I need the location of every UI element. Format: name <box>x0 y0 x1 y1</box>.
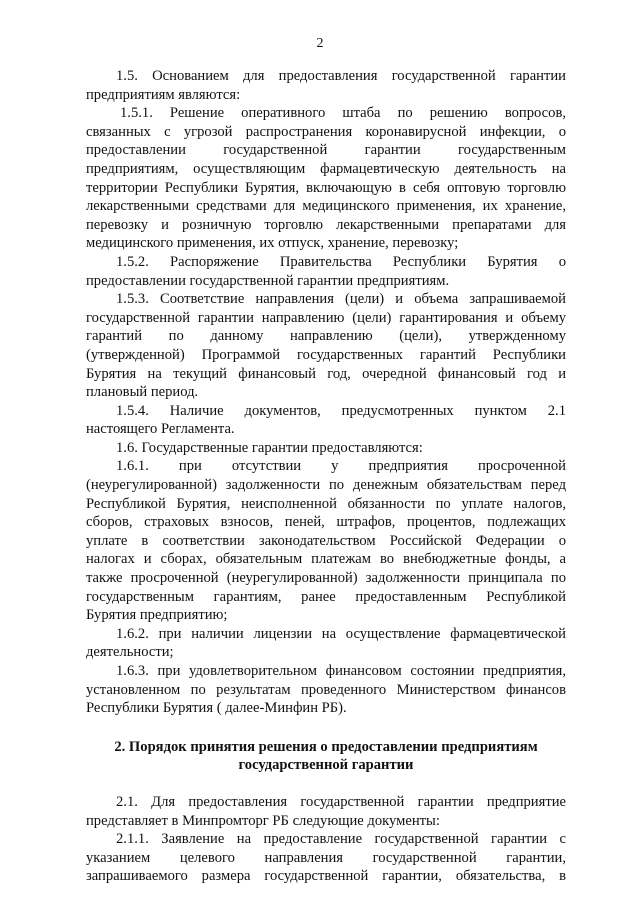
text-line: 1.6. Государственные гарантии предоставляются: <box>116 439 423 456</box>
text-line: территории Республики Бурятия, включающую в себя оптовую торговлю <box>86 179 566 196</box>
text-line: установленном по результатам проведенного Министерством финансов <box>86 681 566 698</box>
text-line: настоящего Регламента. <box>86 421 235 438</box>
text-line: медицинского применения, их отпуск, хранение, перевозку; <box>86 235 459 252</box>
text-line: перевозку и розничную торговлю лекарственными препаратами для <box>86 216 566 233</box>
text-line: Бурятия на текущий финансовый год, очередной финансовый год и <box>86 365 566 382</box>
text-line: 1.6.2. при наличии лицензии на осуществление фармацевтической <box>116 625 566 642</box>
text-line: 1.5.3. Соответствие направления (цели) и объема запрашиваемой <box>116 291 566 308</box>
text-line: предприятиям являются: <box>86 86 241 103</box>
text-line: 2.1.1. Заявление на предоставление государственной гарантии с <box>116 831 566 848</box>
text-line: 1.5. Основанием для предоставления государственной гарантии <box>116 68 566 84</box>
text-line: налогах и сборах, обязательным платежам во внебюджетные фонды, а <box>86 551 566 568</box>
text-line: Бурятия предприятию; <box>86 607 228 624</box>
text-line: 1.6.1. при отсутствии у предприятия просроченной <box>116 458 566 475</box>
text-line: также просроченной (неурегулированной) задолженности принципала по <box>86 570 566 587</box>
text-line: предоставлении государственной гарантии государственным <box>86 142 566 159</box>
text-line: 1.5.1. Решение оперативного штаба по решению вопросов, <box>120 105 566 122</box>
text-line: 1.6.3. при удовлетворительном финансовом состоянии предприятия, <box>116 663 566 679</box>
page-number: 2 <box>316 36 324 51</box>
text-line: связанных с угрозой распространения коронавирусной инфекции, о <box>86 123 566 140</box>
text-line: уплате в соответствии законодательством Российской Федерации о <box>86 532 566 549</box>
text-line: (неурегулированной) задолженности по денежным обязательствам перед <box>86 477 566 494</box>
text-line: сборов, страховых взносов, пеней, штрафов, процентов, подлежащих <box>86 514 566 531</box>
document-body <box>86 67 566 886</box>
text-line: государственным гарантиям, ранее предоставленным Республикой <box>86 588 566 605</box>
text-line: 2.1. Для предоставления государственной гарантии предприятие <box>116 793 566 810</box>
text-line: указанием целевого направления государственной гарантии, <box>86 849 566 866</box>
text-line: плановый период. <box>86 384 199 401</box>
section-heading-line: государственной гарантии <box>238 757 414 774</box>
section-heading: 2. Порядок принятия решения о предоставлении предприятиям <box>114 738 538 755</box>
text-line: Республикой Бурятия, неисполненной обязанности по уплате налогов, <box>86 495 566 512</box>
text-line: Республики Бурятия ( далее-Минфин РБ). <box>86 700 347 717</box>
text-line: деятельности; <box>86 644 174 661</box>
text-line: (утвержденной) Программой государственных гарантий Республики <box>86 346 566 363</box>
text-line: предоставлении государственной гарантии предприятиям. <box>86 272 450 289</box>
text-line: представляет в Минпромторг РБ следующие документы: <box>86 812 440 829</box>
text-line: государственной гарантии направлению (цели) гарантирования и объему <box>86 309 566 326</box>
text-line: лекарственными средствами для медицинского применения, их хранение, <box>86 198 566 215</box>
text-line: гарантий по данному направлению (цели), утвержденному <box>86 328 566 345</box>
text-line: запрашиваемого размера государственной гарантии, обязательства, в <box>86 868 566 885</box>
text-line: 1.5.4. Наличие документов, предусмотренных пунктом 2.1 <box>116 402 566 419</box>
text-line: предприятиям, осуществляющим фармацевтическую деятельность на <box>86 160 566 177</box>
text-line: 1.5.2. Распоряжение Правительства Республики Бурятия о <box>116 253 566 270</box>
